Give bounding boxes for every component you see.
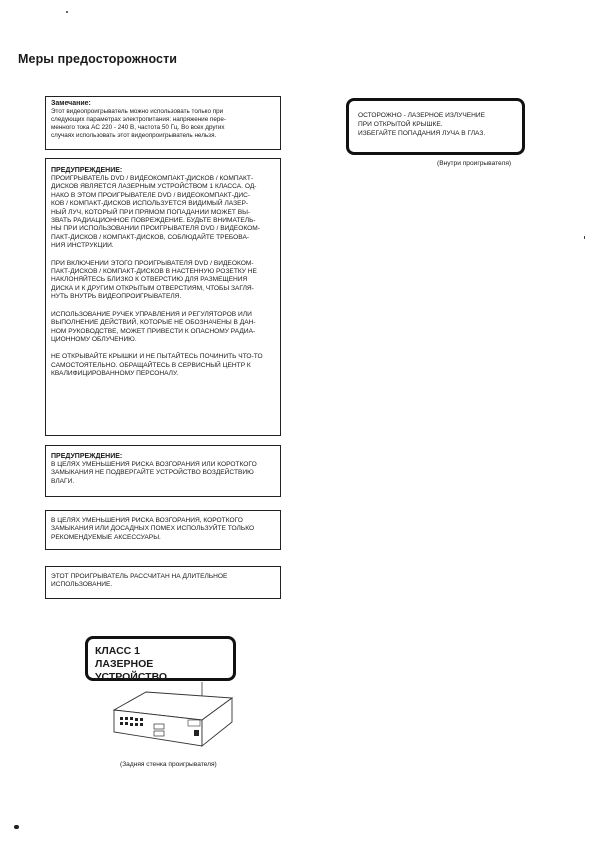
accessory-warning-box [45, 510, 281, 550]
note-heading: Замечание: [51, 100, 91, 107]
warning-paragraph-4: НЕ ОТКРЫВАЙТЕ КРЫШКИ И НЕ ПЫТАЙТЕСЬ ПОЧИНИТЬ ЧТО-ТО САМОСТОЯТЕЛЬНО. ОБРАЩАЙТЕСЬ В СЕРВИСНЫЙ ЦЕНТР К КВАЛИФИЦИРОВАННОМУ ПЕРСОНАЛУ. [51, 353, 263, 378]
warning-box-moisture [45, 445, 281, 497]
warning-paragraph-3: ИСПОЛЬЗОВАНИЕ РУЧЕК УПРАВЛЕНИЯ И РЕГУЛЯТОРОВ ИЛИ ВЫПОЛНЕНИЕ ДЕЙСТВИЙ, КОТОРЫЕ НЕ ОБОЗНАЧЕНЫ В ДАН- НОМ РУКОВОДСТВЕ, МОЖЕТ ПРИВЕСТИ К ОПАСНОМУ РАДИА- ЦИОННОМУ ОБЛУЧЕНИЮ. [51, 310, 256, 343]
class1-caption: (Задняя стенка проигрывателя) [120, 761, 217, 768]
scan-mark-right [584, 236, 585, 239]
warning-paragraph-2: ПРИ ВКЛЮЧЕНИИ ЭТОГО ПРОИГРЫВАТЕЛЯ DVD / ВИДЕОКОМ- ПАКТ-ДИСКОВ / КОМПАКТ-ДИСКОВ В НАСТЕННУЮ РОЗЕТКУ НЕ НАКЛОНЯЙТЕСЬ БЛИЗКО К ОТВЕРСТИЮ ДЛЯ РАЗМЕЩЕНИЯ ДИСКА И К ДРУГИМ ОТКРЫТЫМ ОТВЕРСТИЯМ, ЧТОБЫ ЗАГЛЯ- НУТЬ ВНУТРЬ ВИДЕОПРОИГРЫВАТЕЛЯ. [51, 259, 257, 301]
duty-notice-text: ЭТОТ ПРОИГРЫВАТЕЛЬ РАССЧИТАН НА ДЛИТЕЛЬНОЕ ИСПОЛЬЗОВАНИЕ. [51, 573, 228, 589]
warning-paragraph-1: ПРОИГРЫВАТЕЛЬ DVD / ВИДЕОКОМПАКТ-ДИСКОВ / КОМПАКТ- ДИСКОВ ЯВЛЯЕТСЯ ЛАЗЕРНЫМ УСТРОЙСТВОМ 1 КЛАССА. ОД- НАКО В ЭТОМ ПРОИГРЫВАТЕЛЕ DVD / ВИДЕОКОМПАКТ-ДИС- КОВ / КОМПАКТ-ДИСКОВ ИСПОЛЬЗУЕТСЯ ВИДИМЫЙ ЛАЗЕР- НЫЙ ЛУЧ, КОТОРЫЙ ПРИ ПРЯМОМ ПОПАДАНИИ МОЖЕТ ВЫ- ЗВАТЬ РАДИАЦИОННОЕ ПОВРЕЖДЕНИЕ. БУДЬТЕ ВНИМАТЕЛЬ- НЫ ПРИ ИСПОЛЬЗОВАНИИ ПРОИГРЫВАТЕЛЯ DVD / ВИДЕОКОМ- ПАКТ-ДИСКОВ / КОМПАКТ-ДИСКОВ, СОБЛЮДАЙТЕ ТРЕБОВА- НИЯ ИНСТРУКЦИИ. [51, 175, 260, 250]
scan-mark-bottom [14, 825, 19, 829]
player-rear-illustration [106, 680, 236, 760]
class1-laser-label [85, 636, 236, 681]
warning-heading-1: ПРЕДУПРЕЖДЕНИЕ: [51, 167, 123, 174]
laser-caution-label [346, 98, 525, 155]
laser-caution-text: ОСТОРОЖНО - ЛАЗЕРНОЕ ИЗЛУЧЕНИЕ ПРИ ОТКРЫТОЙ КРЫШКЕ. ИЗБЕГАЙТЕ ПОПАДАНИЯ ЛУЧА В ГЛАЗ. [358, 112, 486, 137]
note-box [45, 96, 281, 150]
page-title: Меры предосторожности [18, 52, 178, 66]
warning-moisture-text: В ЦЕЛЯХ УМЕНЬШЕНИЯ РИСКА ВОЗГОРАНИЯ ИЛИ КОРОТКОГО ЗАМЫКАНИЯ НЕ ПОДВЕРГАЙТЕ УСТРОЙСТВО ВОЗДЕЙСТВИЮ ВЛАГИ. [51, 461, 257, 485]
duty-notice-box [45, 566, 281, 599]
class1-line1: КЛАСС 1 [95, 645, 141, 657]
laser-caution-caption: (Внутри проигрывателя) [437, 160, 512, 167]
scan-mark-top [66, 11, 68, 13]
class1-line2: ЛАЗЕРНОЕ УСТРОЙСТВО [95, 658, 168, 683]
warning-box-laser [45, 158, 281, 436]
accessory-warning-text: В ЦЕЛЯХ УМЕНЬШЕНИЯ РИСКА ВОЗГОРАНИЯ, КОРОТКОГО ЗАМЫКАНИЯ ИЛИ ДОСАДНЫХ ПОМЕХ ИСПОЛЬЗУЙТЕ ТОЛЬКО РЕКОМЕНДУЕМЫЕ АКСЕССУАРЫ. [51, 517, 255, 541]
note-text: Этот видеопроигрыватель можно использовать только при следующих параметрах электропитания: напряжение пере- менного тока AC 220 - 240 В, частота 50 Гц. Во всех других случаях использовать этот видеопроигрыватель нельзя. [51, 108, 226, 139]
warning-heading-2: ПРЕДУПРЕЖДЕНИЕ: [51, 453, 123, 460]
